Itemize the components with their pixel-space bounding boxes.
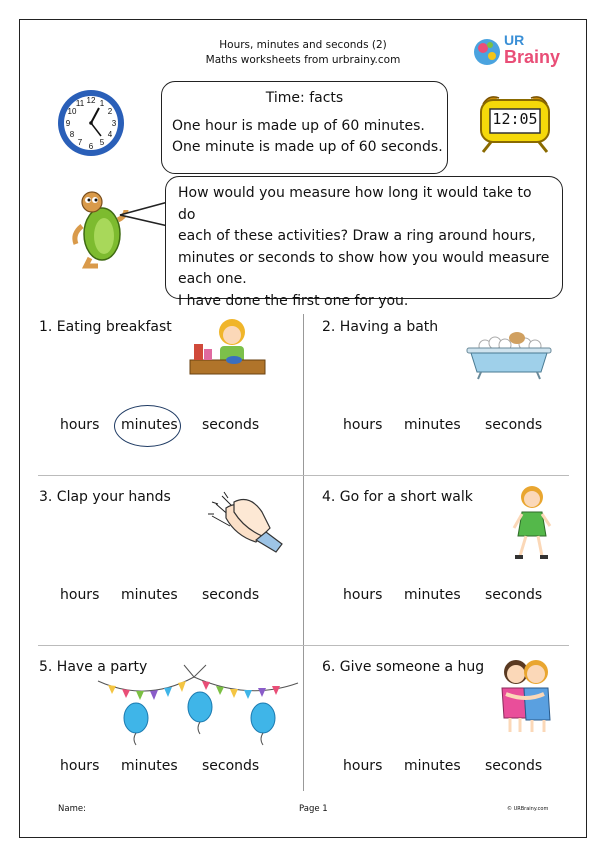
instruction-line: How would you measure how long it would take to do <box>178 185 532 223</box>
svg-text:11: 11 <box>75 99 85 108</box>
option-seconds[interactable]: seconds <box>202 587 260 603</box>
copyright: © URBrainy.com <box>507 806 549 812</box>
hugging-girls-icon <box>494 656 558 736</box>
breakfast-girl-icon <box>190 316 265 378</box>
page-number: Page 1 <box>299 804 328 814</box>
option-minutes[interactable]: minutes <box>121 587 178 603</box>
option-hours[interactable]: hours <box>343 417 383 433</box>
option-hours[interactable]: hours <box>343 758 383 774</box>
clapping-hands-icon <box>206 488 284 556</box>
svg-text:1: 1 <box>99 99 105 108</box>
svg-text:9: 9 <box>65 119 71 128</box>
option-hours[interactable]: hours <box>60 587 100 603</box>
time-facts-box <box>161 81 448 174</box>
option-hours[interactable]: hours <box>60 417 100 433</box>
option-seconds[interactable]: seconds <box>485 587 543 603</box>
instruction-line: I have done the first one for you. <box>178 292 409 309</box>
option-minutes[interactable]: minutes <box>404 587 461 603</box>
party-bunting-balloons-icon <box>98 657 298 752</box>
question-1-label: 1. Eating breakfast <box>39 319 172 335</box>
question-2-label: 2. Having a bath <box>322 319 439 335</box>
instructions-speech-box <box>165 176 563 309</box>
instruction-line: each one. <box>178 271 247 287</box>
grid-divider-horizontal <box>38 645 569 646</box>
option-minutes[interactable]: minutes <box>121 758 178 774</box>
question-6-label: 6. Give someone a hug <box>322 659 485 675</box>
svg-text:12: 12 <box>86 96 96 105</box>
option-hours[interactable]: hours <box>343 587 383 603</box>
urbrainy-logo <box>470 30 566 70</box>
wall-clock-icon <box>56 88 126 158</box>
svg-text:2: 2 <box>107 107 113 116</box>
instruction-line: minutes or seconds to show how you would measure <box>178 249 550 266</box>
option-minutes[interactable]: minutes <box>121 417 178 433</box>
worksheet-title: Hours, minutes and seconds (2) <box>219 39 387 51</box>
option-seconds[interactable]: seconds <box>202 758 260 774</box>
fact-minute: One minute is made up of 60 seconds. <box>172 139 443 155</box>
alarm-clock-time: 12:05 <box>492 110 538 128</box>
grid-divider-vertical <box>303 314 304 791</box>
fact-hour: One hour is made up of 60 minutes. <box>172 118 425 134</box>
question-4-label: 4. Go for a short walk <box>322 489 473 505</box>
option-minutes[interactable]: minutes <box>404 417 461 433</box>
option-hours[interactable]: hours <box>60 758 100 774</box>
svg-text:4: 4 <box>107 130 113 139</box>
svg-text:10: 10 <box>67 107 77 116</box>
svg-text:7: 7 <box>77 138 83 147</box>
grid-divider-horizontal <box>38 475 569 476</box>
facts-title: Time: facts <box>265 90 344 106</box>
option-seconds[interactable]: seconds <box>202 417 260 433</box>
walking-girl-icon <box>510 484 554 562</box>
option-seconds[interactable]: seconds <box>485 417 543 433</box>
question-5-label: 5. Have a party <box>39 659 148 675</box>
option-seconds[interactable]: seconds <box>485 758 543 774</box>
svg-text:Brainy: Brainy <box>504 47 561 67</box>
svg-text:6: 6 <box>88 142 94 151</box>
svg-text:8: 8 <box>69 130 75 139</box>
instruction-line: each of these activities? Draw a ring around hours, <box>178 228 536 244</box>
worksheet-subtitle: Maths worksheets from urbrainy.com <box>205 54 401 66</box>
svg-text:UR: UR <box>504 32 525 48</box>
bathtub-icon <box>465 326 553 381</box>
question-3-label: 3. Clap your hands <box>39 489 171 505</box>
svg-text:5: 5 <box>99 138 105 147</box>
svg-text:3: 3 <box>111 119 117 128</box>
name-label: Name: <box>58 804 86 814</box>
option-minutes[interactable]: minutes <box>404 758 461 774</box>
